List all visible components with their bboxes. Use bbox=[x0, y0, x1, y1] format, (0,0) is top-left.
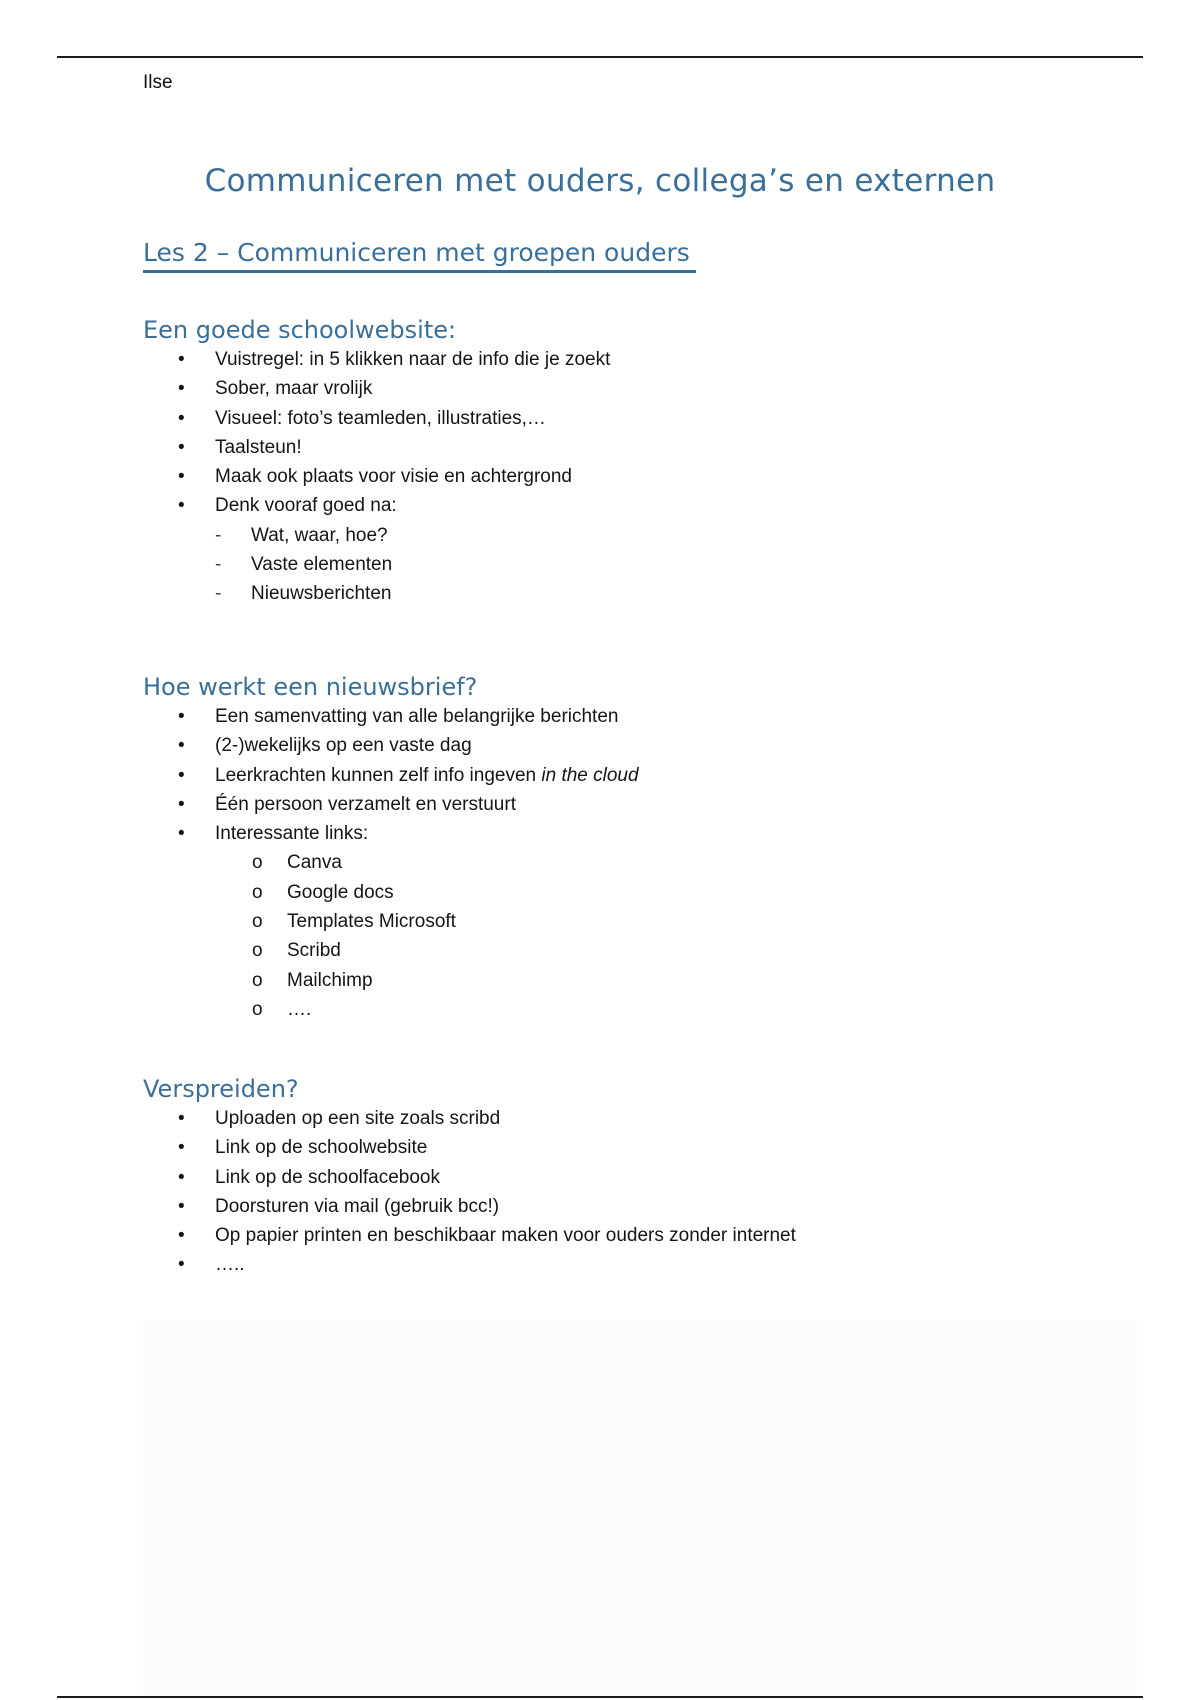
bullet-marker: • bbox=[178, 1195, 185, 1217]
bullet-marker: • bbox=[178, 407, 185, 429]
bullet-marker: • bbox=[178, 735, 185, 757]
bullet-marker: • bbox=[178, 1166, 185, 1188]
section-heading: Een goede schoolwebsite: bbox=[143, 316, 457, 344]
list-item-text: Maak ook plaats voor visie en achtergrond bbox=[215, 466, 572, 488]
sub-list-item bbox=[143, 550, 1143, 579]
header-rule bbox=[57, 56, 1143, 58]
circle-marker: o bbox=[252, 940, 263, 962]
list-item-text: Visueel: foto’s teamleden, illustraties,… bbox=[215, 407, 546, 429]
bullet-marker: • bbox=[178, 436, 185, 458]
bullet-marker: • bbox=[178, 466, 185, 488]
circle-marker: o bbox=[252, 852, 263, 874]
list-item-text: Taalsteun! bbox=[215, 436, 302, 458]
list-item bbox=[143, 1133, 1143, 1162]
section-schoolwebsite bbox=[143, 315, 1143, 609]
bullet-marker: • bbox=[178, 1137, 185, 1159]
bullet-marker: • bbox=[178, 793, 185, 815]
list-item-text: Één persoon verzamelt en verstuurt bbox=[215, 793, 516, 815]
section-heading: Verspreiden? bbox=[143, 1075, 299, 1103]
bullet-marker: • bbox=[178, 1225, 185, 1247]
sub-list-item-text: Vaste elementen bbox=[251, 554, 393, 576]
list-item bbox=[143, 433, 1143, 462]
section-heading: Hoe werkt een nieuwsbrief? bbox=[143, 673, 478, 701]
list-item bbox=[143, 819, 1143, 848]
list-item-text: ….. bbox=[215, 1254, 245, 1276]
list-item bbox=[143, 731, 1143, 760]
list-item-text: Sober, maar vrolijk bbox=[215, 378, 373, 400]
bullet-marker: • bbox=[178, 378, 185, 400]
list-item-text: Denk vooraf goed na: bbox=[215, 495, 397, 517]
list-item bbox=[143, 1163, 1143, 1192]
list-item bbox=[143, 1221, 1143, 1250]
circle-marker: o bbox=[252, 998, 263, 1020]
circle-marker: o bbox=[252, 969, 263, 991]
list-item bbox=[143, 1250, 1143, 1279]
page-background bbox=[143, 1320, 1143, 1695]
list-item-text: Doorsturen via mail (gebruik bcc!) bbox=[215, 1195, 500, 1217]
circle-marker: o bbox=[252, 911, 263, 933]
link-list-item-text: Canva bbox=[287, 852, 342, 874]
dash-marker: - bbox=[215, 554, 222, 576]
list-item bbox=[143, 790, 1143, 819]
list-item-text: (2-)wekelijks op een vaste dag bbox=[215, 735, 472, 757]
list-item-text: Link op de schoolfacebook bbox=[215, 1166, 440, 1188]
header-author: Ilse bbox=[143, 72, 173, 93]
document-subtitle: Les 2 – Communiceren met groepen ouders bbox=[143, 238, 696, 273]
sub-list-item-text: Wat, waar, hoe? bbox=[251, 524, 388, 546]
link-list-item bbox=[143, 966, 1143, 995]
list-item-text: Link op de schoolwebsite bbox=[215, 1137, 428, 1159]
list-item-text: Vuistregel: in 5 klikken naar de info die je zoekt bbox=[215, 349, 611, 370]
list-item bbox=[143, 1192, 1143, 1221]
footer-rule bbox=[57, 1696, 1143, 1698]
link-list-item bbox=[143, 995, 1143, 1024]
sub-list-item-text: Nieuwsberichten bbox=[251, 583, 392, 605]
bullet-marker: • bbox=[178, 1108, 185, 1129]
bullet-list bbox=[143, 702, 1143, 1024]
list-item bbox=[143, 462, 1143, 491]
link-list-item bbox=[143, 848, 1143, 877]
list-item bbox=[143, 761, 1143, 790]
link-list-item-text: Google docs bbox=[287, 881, 394, 903]
section-nieuwsbrief bbox=[143, 672, 1143, 1024]
bullet-marker: • bbox=[178, 349, 185, 370]
list-item bbox=[143, 702, 1143, 731]
bullet-marker: • bbox=[178, 823, 185, 845]
dash-marker: - bbox=[215, 524, 222, 546]
link-list-item bbox=[143, 907, 1143, 936]
link-list-item-text: Templates Microsoft bbox=[287, 911, 456, 933]
link-list-item-text: Mailchimp bbox=[287, 969, 373, 991]
link-list-item bbox=[143, 936, 1143, 965]
list-item-text: Op papier printen en beschikbaar maken voor ouders zonder internet bbox=[215, 1225, 796, 1247]
list-item-emphasis: in the cloud bbox=[541, 764, 639, 786]
sub-list-item bbox=[143, 579, 1143, 608]
document-title: Communiceren met ouders, collega’s en externen bbox=[204, 163, 996, 199]
bullet-marker: • bbox=[178, 1254, 185, 1276]
link-list-item-text: …. bbox=[287, 998, 312, 1020]
bullet-list bbox=[143, 1104, 1143, 1280]
section-verspreiden bbox=[143, 1074, 1143, 1280]
list-item-text: Een samenvatting van alle belangrijke berichten bbox=[215, 706, 619, 727]
list-item bbox=[143, 374, 1143, 403]
list-item-text: Uploaden op een site zoals scribd bbox=[215, 1108, 501, 1129]
bullet-marker: • bbox=[178, 495, 185, 517]
list-item bbox=[143, 404, 1143, 433]
link-list-item-text: Scribd bbox=[287, 940, 341, 962]
list-item-text: Leerkrachten kunnen zelf info ingeven bbox=[215, 764, 537, 786]
bullet-marker: • bbox=[178, 706, 185, 727]
dash-marker: - bbox=[215, 583, 222, 605]
list-item bbox=[143, 491, 1143, 520]
list-item bbox=[143, 345, 1143, 374]
circle-marker: o bbox=[252, 881, 263, 903]
list-item-text: Interessante links: bbox=[215, 823, 369, 845]
bullet-marker: • bbox=[178, 764, 185, 786]
link-list-item bbox=[143, 878, 1143, 907]
list-item bbox=[143, 1104, 1143, 1133]
sub-list-item bbox=[143, 521, 1143, 550]
bullet-list bbox=[143, 345, 1143, 609]
